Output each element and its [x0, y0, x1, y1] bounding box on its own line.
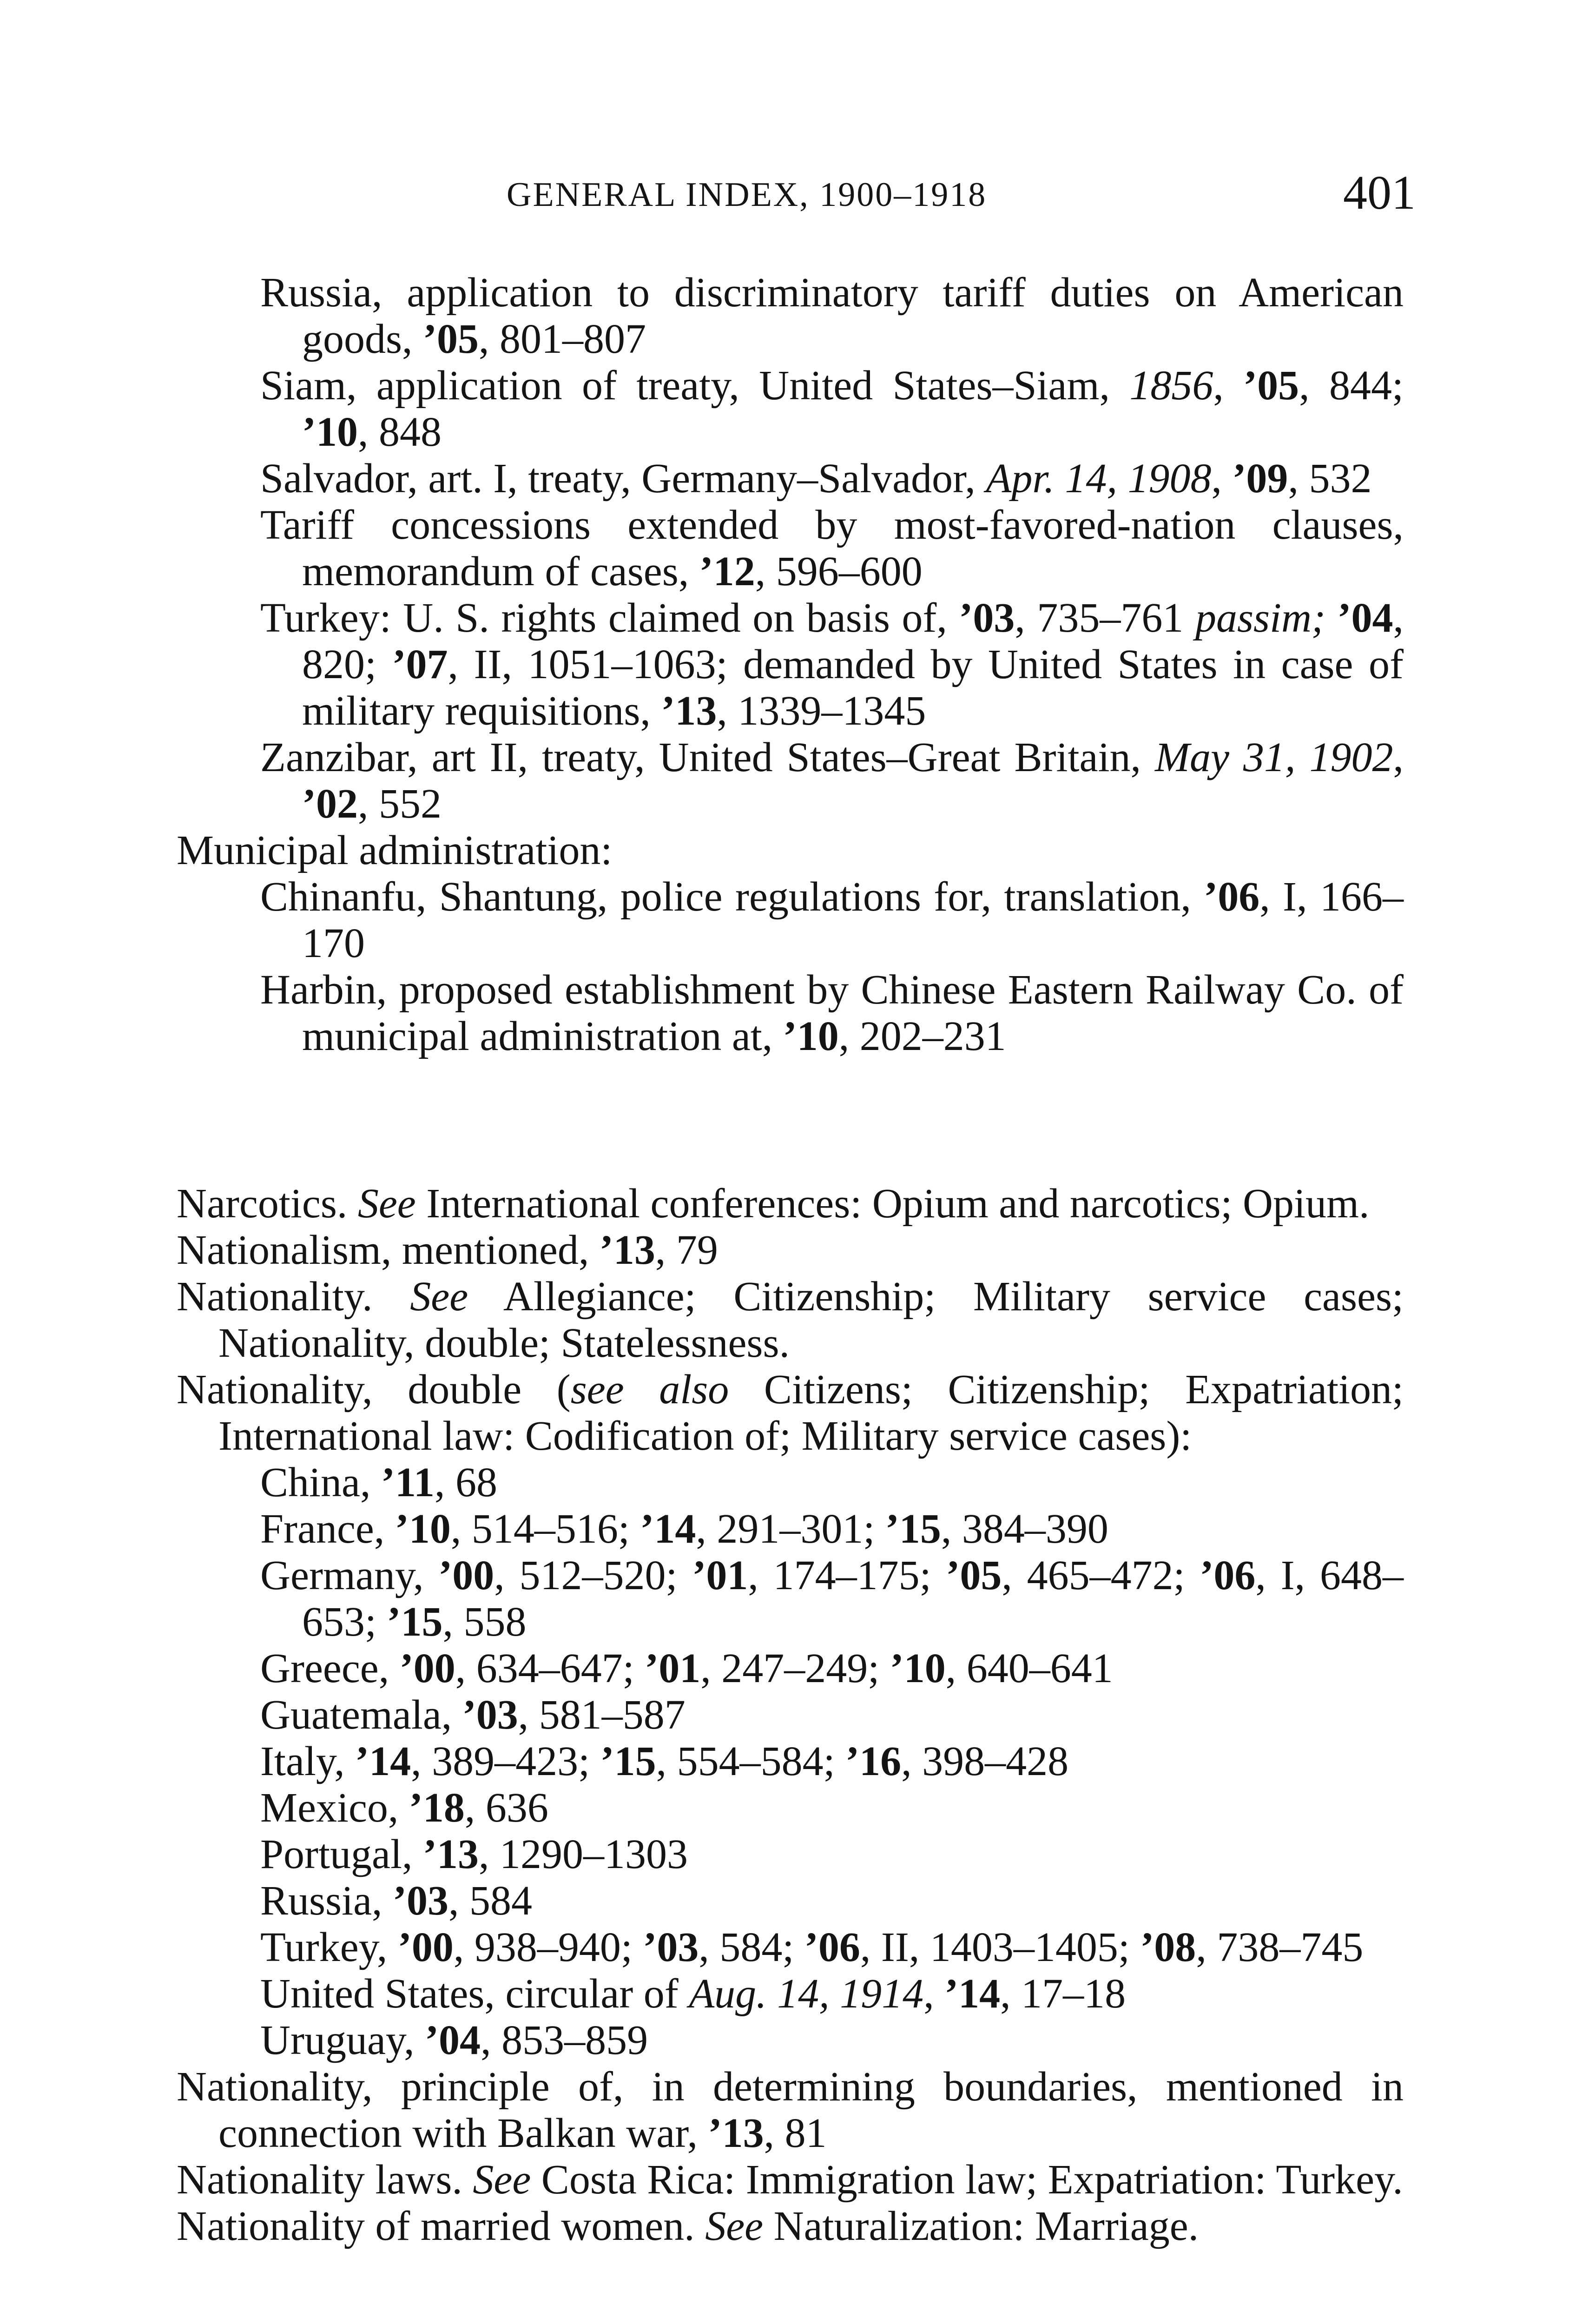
index-subentry: Italy, ’14, 389–423; ’15, 554–584; ’16, 398–428 — [260, 1738, 1069, 1784]
index-block-nationality — [177, 1181, 1404, 2250]
index-subentry: Salvador, art. I, treaty, Germany–Salvador, Apr. 14, 1908, ’09, 532 — [260, 456, 1372, 502]
index-subentry: Tariff concessions extended by most-favored-nation clauses, memorandum of cases, ’12, 596–600 — [260, 502, 1404, 594]
index-subentry: Germany, ’00, 512–520; ’01, 174–175; ’05, 465–472; ’06, I, 648–653; ’15, 558 — [260, 1552, 1404, 1645]
index-subentry: Turkey: U. S. rights claimed on basis of, ’03, 735–761 passim; ’04, 820; ’07, II, 1051–1063; demanded by United States in case of military requisitions, ’13, 1339–1345 — [260, 595, 1404, 734]
index-subentry: Harbin, proposed establishment by Chinese Eastern Railway Co. of municipal administration at, ’10, 202–231 — [260, 967, 1404, 1059]
index-subentry: Mexico, ’18, 636 — [260, 1785, 548, 1831]
index-subentry: Russia, ’03, 584 — [260, 1878, 533, 1924]
index-subentry: United States, circular of Aug. 14, 1914, ’14, 17–18 — [260, 1971, 1126, 2017]
running-head: GENERAL INDEX, 1900–1918 — [507, 176, 987, 214]
index-subentry: Portugal, ’13, 1290–1303 — [260, 1831, 688, 1877]
index-subentry: Chinanfu, Shantung, police regulations for, translation, ’06, I, 166–170 — [260, 874, 1404, 966]
index-entry: Nationality of married women. See Naturalization: Marriage. — [177, 2203, 1199, 2249]
index-block-municipal — [177, 270, 1404, 1060]
index-entry: Narcotics. See International conferences: Opium and narcotics; Opium. — [177, 1181, 1370, 1227]
index-entry: Nationality. See Allegiance; Citizenship; Military service cases; Nationality, double; Statelessness. — [177, 1274, 1404, 1366]
index-entry: Nationality, double (see also Citizens; Citizenship; Expatriation; International law: Codification of; Military service cases): — [177, 1367, 1404, 1459]
page-header — [0, 165, 1569, 219]
index-subentry: Siam, application of treaty, United States–Siam, 1856, ’05, 844; ’10, 848 — [260, 363, 1404, 455]
index-subentry: France, ’10, 514–516; ’14, 291–301; ’15, 384–390 — [260, 1506, 1108, 1552]
index-subentry: Uruguay, ’04, 853–859 — [260, 2017, 648, 2063]
index-subentry: Guatemala, ’03, 581–587 — [260, 1692, 686, 1738]
page-number: 401 — [1343, 166, 1416, 219]
index-entry: Nationalism, mentioned, ’13, 79 — [177, 1227, 718, 1273]
index-subentry: China, ’11, 68 — [260, 1459, 497, 1505]
index-entry: Nationality laws. See Costa Rica: Immigration law; Expatriation: Turkey. — [177, 2157, 1403, 2203]
index-subentry: Russia, application to discriminatory tariff duties on American goods, ’05, 801–807 — [260, 270, 1404, 362]
index-entry: Municipal administration: — [177, 827, 613, 873]
index-subentry: Zanzibar, art II, treaty, United States–Great Britain, May 31, 1902, ’02, 552 — [260, 734, 1404, 827]
index-subentry: Greece, ’00, 634–647; ’01, 247–249; ’10, 640–641 — [260, 1645, 1113, 1691]
index-subentry: Turkey, ’00, 938–940; ’03, 584; ’06, II, 1403–1405; ’08, 738–745 — [260, 1924, 1364, 1970]
index-entry: Nationality, principle of, in determining boundaries, mentioned in connection with Balkan war, ’13, 81 — [177, 2064, 1404, 2156]
